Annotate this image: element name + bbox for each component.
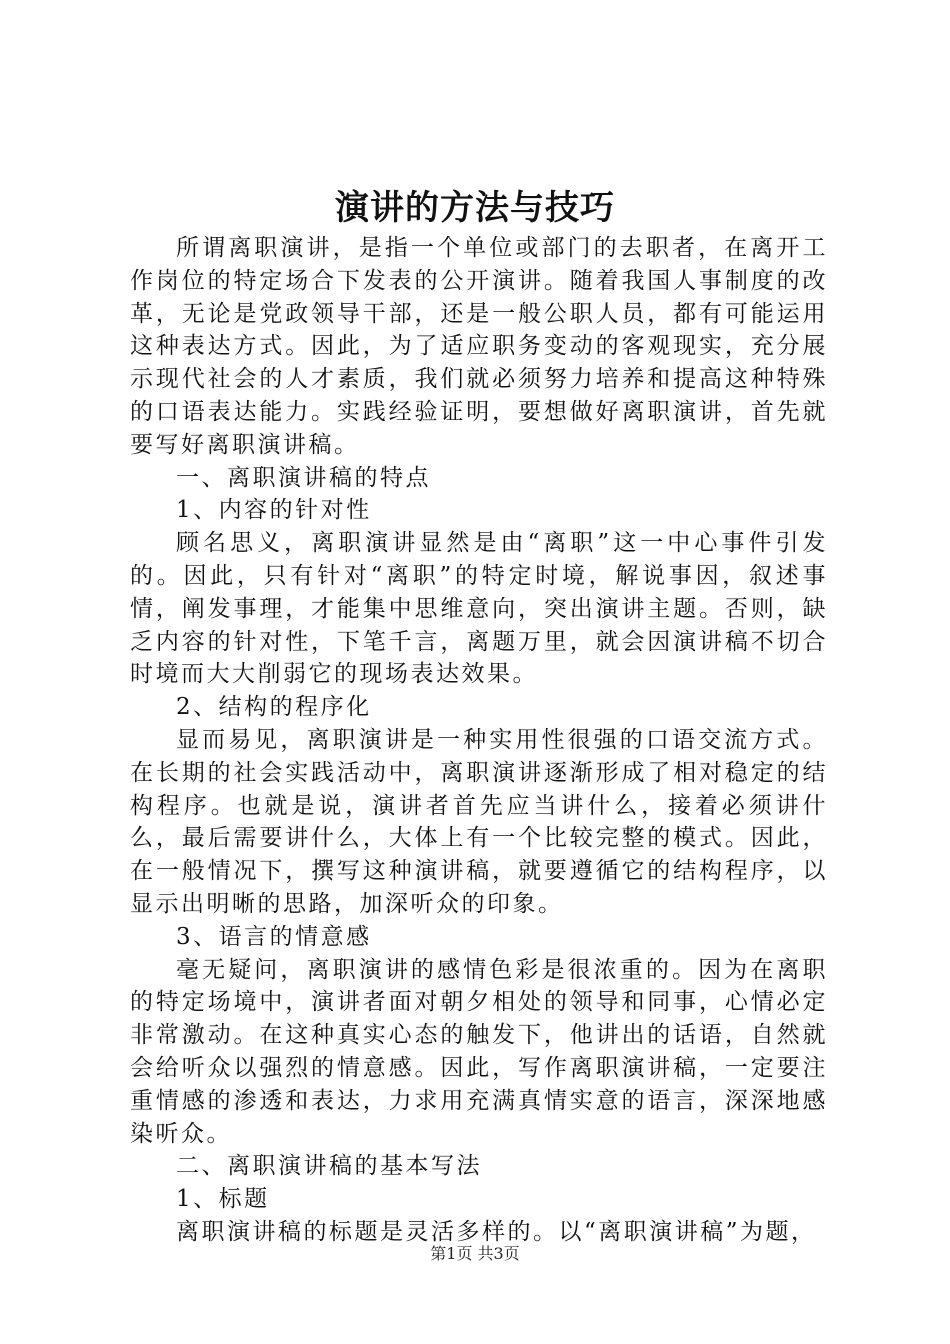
paragraph-1-3: 毫无疑问，离职演讲的感情色彩是很浓重的。因为在离职的特定场境中，演讲者面对朝夕相处的领导和同事，心情必定非常激动。在这种真实心态的触发下，他讲出的话语，自然就会给听众以强烈的情意感。因此，写作离职演讲稿，一定要注重情感的渗透和表达，力求用充满真情实意的语言，深深地感染听众。 <box>130 956 828 1147</box>
document-body <box>130 232 828 1249</box>
paragraph-1-1: 顾名思义，离职演讲显然是由“离职”这一中心事件引发的。因此，只有针对“离职”的特定时境，解说事因，叙述事情，阐发事理，才能集中思维意向，突出演讲主题。否则，缺乏内容的针对性，下笔千言，离题万里，就会因演讲稿不切合时境而大大削弱它的现场表达效果。 <box>130 530 828 688</box>
paragraph-1-2: 显而易见，离职演讲是一种实用性很强的口语交流方式。在长期的社会实践活动中，离职演讲逐渐形成了相对稳定的结构程序。也就是说，演讲者首先应当讲什么，接着必须讲什么，最后需要讲什么，大体上有一个比较完整的模式。因此，在一般情况下，撰写这种演讲稿，就要遵循它的结构程序，以显示出明晰的思路，加深听众的印象。 <box>130 726 828 917</box>
document-title: 演讲的方法与技巧 <box>335 188 615 228</box>
subheading-1-1: 1、内容的针对性 <box>176 497 372 524</box>
page-footer: 第1页 共3页 <box>430 1244 520 1263</box>
subheading-1-2: 2、结构的程序化 <box>176 694 372 721</box>
subheading-2-1: 1、标题 <box>176 1186 270 1213</box>
section-heading-1: 一、离职演讲稿的特点 <box>176 464 431 491</box>
subheading-1-3: 3、语言的情意感 <box>176 923 372 950</box>
section-heading-2: 二、离职演讲稿的基本写法 <box>176 1153 482 1180</box>
paragraph-2-1: 离职演讲稿的标题是灵活多样的。以“离职演讲稿”为题， <box>176 1218 817 1245</box>
paragraph-intro: 所谓离职演讲，是指一个单位或部门的去职者，在离开工作岗位的特定场合下发表的公开演讲。随着我国人事制度的改革，无论是党政领导干部，还是一般公职人员，都有可能运用这种表达方式。因此，为了适应职务变动的客观现实，充分展示现代社会的人才素质，我们就必须努力培养和提高这种特殊的口语表达能力。实践经验证明，要想做好离职演讲，首先就要写好离职演讲稿。 <box>130 235 828 458</box>
